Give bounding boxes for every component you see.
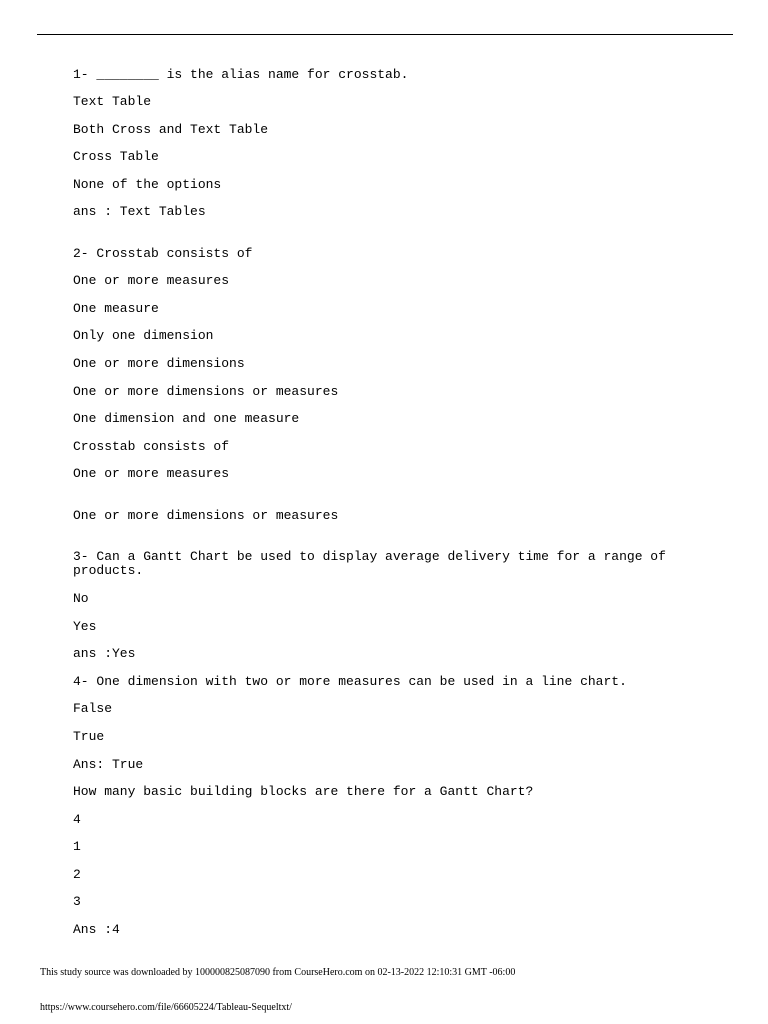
answer-line: Ans: True [73,757,144,772]
option-line: One dimension and one measure [73,411,300,426]
option-line: 4 [73,812,81,827]
source-note: This study source was downloaded by 100000825087090 from CourseHero.com on 02-13-2022 12:10:31 GMT -06:00 [40,967,516,978]
option-line: One or more measures [73,466,230,481]
question-3: 3- Can a Gantt Chart be used to display average delivery time for a range of products. [73,549,666,578]
answer-line: ans :Yes [73,646,136,661]
option-line: One measure [73,301,159,316]
option-line: 1 [73,839,81,854]
option-line: None of the options [73,177,222,192]
option-line: 2 [73,867,81,882]
source-url[interactable]: https://www.coursehero.com/file/66605224/Tableau-Sequeltxt/ [40,1002,292,1013]
option-line: Both Cross and Text Table [73,122,269,137]
option-line: One or more dimensions or measures [73,384,339,399]
question-1: 1- ________ is the alias name for crosstab. [73,67,409,82]
answer-line: ans : Text Tables [73,204,206,219]
option-line: Only one dimension [73,328,214,343]
option-line: Yes [73,619,97,634]
answer-line: Ans :4 [73,922,120,937]
answer-line: One or more dimensions or measures [73,508,339,523]
option-line: Text Table [73,94,152,109]
option-line: True [73,729,105,744]
top-divider [37,34,733,35]
text-line: Crosstab consists of [73,439,230,454]
question-4: 4- One dimension with two or more measures can be used in a line chart. [73,674,627,689]
question-5: How many basic building blocks are there for a Gantt Chart? [73,784,534,799]
option-line: No [73,591,89,606]
option-line: One or more measures [73,273,230,288]
option-line: 3 [73,894,81,909]
option-line: One or more dimensions [73,356,245,371]
option-line: False [73,701,113,716]
question-2: 2- Crosstab consists of [73,246,253,261]
option-line: Cross Table [73,149,159,164]
